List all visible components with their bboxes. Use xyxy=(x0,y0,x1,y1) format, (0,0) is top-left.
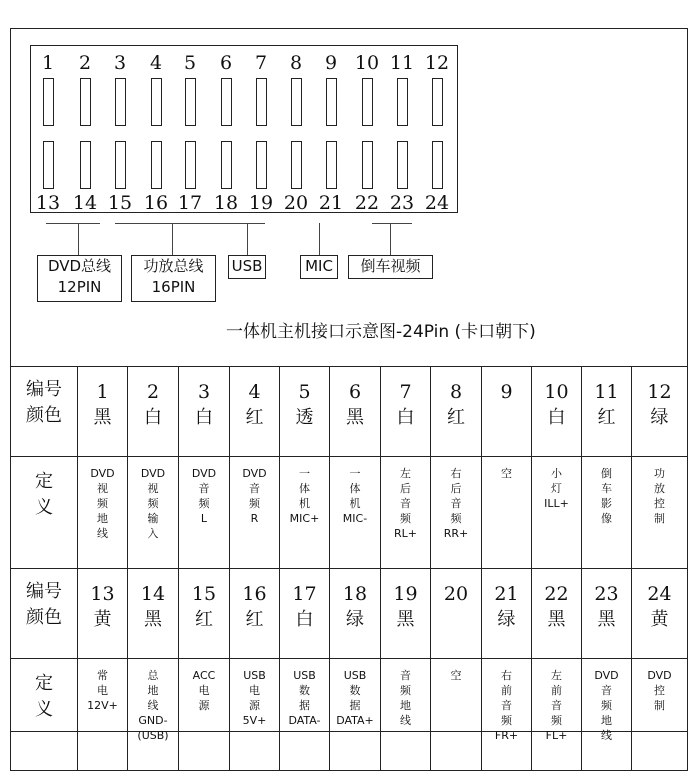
pin-cell xyxy=(381,569,431,659)
pin-cell xyxy=(230,569,280,659)
pin-slot-top xyxy=(432,78,443,126)
number-color-header: 编号 颜色 xyxy=(11,367,78,457)
pin-number-top: 12 xyxy=(424,52,450,74)
pin-number-top: 7 xyxy=(254,52,268,74)
bracket-amp-stem xyxy=(172,223,173,255)
pin-definition: 一 体 机 MIC+ xyxy=(280,457,330,569)
bracket-reverse-stem xyxy=(390,223,391,255)
pin-cell xyxy=(532,367,582,457)
pin-definition: DVD 音 频 L xyxy=(179,457,230,569)
pin-definition: 空 xyxy=(431,659,482,771)
bracket-dvd xyxy=(46,223,100,224)
pin-definition: 常 电 12V+ xyxy=(78,659,128,771)
wire-color: 白 xyxy=(547,407,566,428)
wire-color: 黑 xyxy=(597,609,616,630)
pin-slot-top xyxy=(115,78,126,126)
pin-number: 15 xyxy=(191,583,217,605)
pin-slot-bottom xyxy=(326,141,337,189)
pin-definition: ACC 电 源 xyxy=(179,659,230,771)
pin-number: 3 xyxy=(197,381,211,403)
pin-cell xyxy=(280,569,330,659)
wire-color: 黑 xyxy=(396,609,415,630)
pin-number-bottom: 14 xyxy=(72,192,98,214)
pin-slot-top xyxy=(221,78,232,126)
pin-number-bottom: 21 xyxy=(318,192,344,214)
pin-number-bottom: 20 xyxy=(283,192,309,214)
wire-color: 黄 xyxy=(93,609,112,630)
wire-color: 红 xyxy=(245,407,264,428)
pin-cell xyxy=(179,569,230,659)
pin-cell xyxy=(381,367,431,457)
wire-color: 绿 xyxy=(346,609,364,630)
pin-slot-bottom xyxy=(432,141,443,189)
pin-number: 18 xyxy=(342,583,368,605)
wire-color: 红 xyxy=(245,609,264,630)
pin-cell xyxy=(482,569,532,659)
pin-cell xyxy=(632,569,688,659)
pin-number: 5 xyxy=(298,381,311,403)
pin-number-top: 5 xyxy=(183,52,197,74)
pin-slot-top xyxy=(291,78,302,126)
wire-color: 黑 xyxy=(346,407,364,428)
pin-slot-top xyxy=(256,78,267,126)
number-color-header: 编号 颜色 xyxy=(11,569,78,659)
pin-number: 21 xyxy=(494,583,519,605)
wire-color: 绿 xyxy=(650,407,669,428)
wire-color: 白 xyxy=(144,407,162,428)
pin-cell xyxy=(632,367,688,457)
pin-slot-bottom xyxy=(362,141,373,189)
pin-slot-bottom xyxy=(115,141,126,189)
pin-slot-top xyxy=(362,78,373,126)
pin-cell xyxy=(431,367,482,457)
group-usb: USB xyxy=(228,255,266,279)
pin-number: 22 xyxy=(544,583,569,605)
bracket-mic-stem xyxy=(319,223,320,255)
pin-number-bottom: 24 xyxy=(424,192,450,214)
pin-definition: 功 放 控 制 xyxy=(632,457,688,569)
pin-number: 13 xyxy=(90,583,115,605)
pin-slot-bottom xyxy=(397,141,408,189)
pin-number: 8 xyxy=(449,381,463,403)
definition-header: 定 义 xyxy=(11,659,78,771)
group-amp-bus: 功放总线 16PIN xyxy=(131,255,216,302)
pin-slot-top xyxy=(80,78,91,126)
bracket-usb xyxy=(231,223,265,224)
pin-number-bottom: 22 xyxy=(354,192,380,214)
wire-color: 黄 xyxy=(650,609,669,630)
pin-number-bottom: 15 xyxy=(107,192,133,214)
wire-color: 红 xyxy=(597,407,616,428)
pin-cell xyxy=(128,569,179,659)
pin-cell xyxy=(532,569,582,659)
pin-number-top: 11 xyxy=(389,52,415,74)
pin-definition: USB 数 据 DATA+ xyxy=(330,659,381,771)
wire-color: 红 xyxy=(195,609,213,630)
pin-slot-top xyxy=(397,78,408,126)
pin-definition: DVD 音 频 R xyxy=(230,457,280,569)
wire-color: 白 xyxy=(396,407,415,428)
pin-cell xyxy=(128,367,179,457)
pin-number: 1 xyxy=(96,381,109,403)
pin-number-bottom: 17 xyxy=(177,192,203,214)
pin-definition: 总 地 线 GND- (USB) xyxy=(128,659,179,771)
pin-slot-bottom xyxy=(256,141,267,189)
pin-definition: DVD 控 制 xyxy=(632,659,688,771)
pin-number-top: 2 xyxy=(78,52,92,74)
pin-slot-top xyxy=(326,78,337,126)
pin-slot-top xyxy=(151,78,162,126)
group-dvd-bus: DVD总线 12PIN xyxy=(37,255,122,302)
pin-slot-bottom xyxy=(185,141,196,189)
pin-slot-top xyxy=(43,78,54,126)
wire-color: 透 xyxy=(295,407,314,428)
pin-slot-bottom xyxy=(221,141,232,189)
wire-color: 绿 xyxy=(497,609,516,630)
pin-definition: DVD 音 频 地 线 xyxy=(582,659,632,771)
pin-cell xyxy=(482,367,532,457)
pin-definition: DVD 视 频 输 入 xyxy=(128,457,179,569)
pin-definition: 右 后 音 频 RR+ xyxy=(431,457,482,569)
pin-slot-bottom xyxy=(80,141,91,189)
diagram-title: 一体机主机接口示意图-24Pin (卡口朝下) xyxy=(226,322,536,342)
pin-number-top: 8 xyxy=(289,52,303,74)
pin-number: 10 xyxy=(544,381,569,403)
wire-color: 黑 xyxy=(93,407,112,428)
pin-number-bottom: 13 xyxy=(35,192,61,214)
pin-number: 17 xyxy=(292,583,317,605)
pin-cell xyxy=(582,367,632,457)
pin-number-bottom: 18 xyxy=(213,192,239,214)
pin-cell xyxy=(230,367,280,457)
pin-number-bottom: 16 xyxy=(143,192,169,214)
wire-color: 白 xyxy=(195,407,213,428)
bracket-amp xyxy=(115,223,231,224)
pin-definition: 一 体 机 MIC- xyxy=(330,457,381,569)
pin-cell xyxy=(330,367,381,457)
pin-number: 12 xyxy=(647,381,672,403)
pin-number-top: 3 xyxy=(113,52,127,74)
group-reverse-video: 倒车视频 xyxy=(348,255,433,279)
pin-number-top: 1 xyxy=(41,52,55,74)
pin-slot-bottom xyxy=(43,141,54,189)
pin-number-bottom: 19 xyxy=(248,192,274,214)
definition-header: 定 义 xyxy=(11,457,78,569)
pin-number-top: 9 xyxy=(324,52,338,74)
pin-table xyxy=(10,366,688,771)
pin-number: 20 xyxy=(443,583,469,605)
pin-slot-bottom xyxy=(151,141,162,189)
pin-cell xyxy=(582,569,632,659)
pin-definition: 左 前 音 频 FL+ xyxy=(532,659,582,771)
pin-number: 7 xyxy=(399,381,412,403)
pin-definition: 右 前 音 频 FR+ xyxy=(482,659,532,771)
pin-number: 24 xyxy=(647,583,672,605)
pin-definition: 小 灯 ILL+ xyxy=(532,457,582,569)
pin-number: 16 xyxy=(242,583,267,605)
pin-number: 9 xyxy=(500,381,513,403)
wire-color: 黑 xyxy=(144,609,162,630)
pin-definition: 倒 车 影 像 xyxy=(582,457,632,569)
pin-number: 4 xyxy=(248,381,261,403)
pin-number: 2 xyxy=(146,381,160,403)
pin-cell xyxy=(78,569,128,659)
wire-color: 黑 xyxy=(547,609,566,630)
pin-number-bottom: 23 xyxy=(389,192,415,214)
pin-slot-top xyxy=(185,78,196,126)
pin-definition: 左 后 音 频 RL+ xyxy=(381,457,431,569)
pin-cell xyxy=(78,367,128,457)
pin-definition: DVD 视 频 地 线 xyxy=(78,457,128,569)
bracket-usb-stem xyxy=(247,223,248,255)
pin-cell xyxy=(431,569,482,659)
wire-color: 红 xyxy=(447,407,465,428)
pin-number-top: 6 xyxy=(219,52,233,74)
bracket-dvd-stem xyxy=(78,223,79,255)
group-mic: MIC xyxy=(300,255,338,279)
pin-number-top: 4 xyxy=(149,52,163,74)
pin-cell xyxy=(179,367,230,457)
pin-definition: 空 xyxy=(482,457,532,569)
pin-number: 19 xyxy=(393,583,418,605)
pin-cell xyxy=(280,367,330,457)
pin-cell xyxy=(330,569,381,659)
pin-definition: USB 电 源 5V+ xyxy=(230,659,280,771)
pin-slot-bottom xyxy=(291,141,302,189)
pin-number: 6 xyxy=(348,381,362,403)
wire-color: 白 xyxy=(295,609,314,630)
pin-definition: USB 数 据 DATA- xyxy=(280,659,330,771)
pin-number: 23 xyxy=(594,583,619,605)
pin-number: 11 xyxy=(594,381,619,403)
bracket-reverse xyxy=(372,223,412,224)
pin-number-top: 10 xyxy=(354,52,380,74)
pin-definition: 音 频 地 线 xyxy=(381,659,431,771)
pin-number: 14 xyxy=(140,583,166,605)
